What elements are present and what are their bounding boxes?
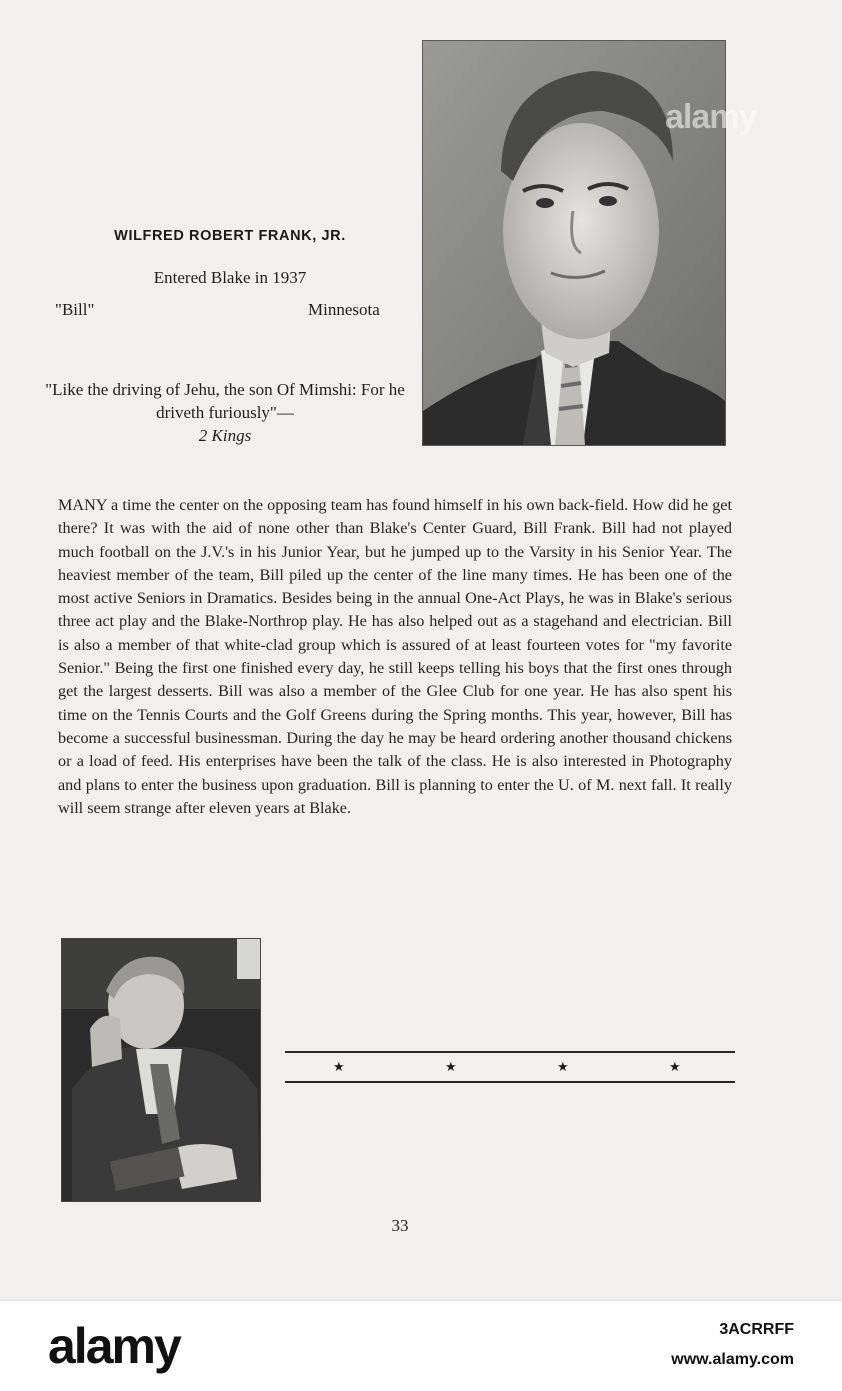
image-id: 3ACRRFF [719,1321,794,1338]
stock-watermark: alamy [665,98,757,136]
nickname: "Bill" [55,300,95,319]
divider-line-bottom [285,1081,735,1083]
divider-line-top [285,1051,735,1053]
divider-star: ★ [557,1059,569,1074]
student-name: WILFRED ROBERT FRANK, JR. [114,228,346,244]
biography-paragraph: MANY a time the center on the opposing team has found himself in his own back-field. How did he get there? It was with the aid of none other than Blake's Center Guard, Bill Frank. Bill had not played much football on the J.V.'s in his Junior Year, but he jumped up to the Varsity in his Senior Year. The heaviest member of the team, Bill piled up the center of the line many times. He has been one of the most active Seniors in Dramatics. Besides being in the annual One-Act Plays, he was in Blake's serious three act play and the Blake-Northrop play. He has also helped out as a stagehand and electrician. Bill is also a member of that white-clad group which is assured of at least fourteen votes for "my favorite Senior." Being the first one finished every day, he still keeps telling his boys that the first ones through get the largest desserts. Bill was also a member of the Glee Club for one year. He has also spent his time on the Tennis Courts and the Golf Greens during the Spring months. This year, however, Bill has become a successful businessman. During the day he may be heard ordering another thousand chickens or a load of feed. His enterprises have been the talk of the class. He is also interested in Photography and plans to enter the business upon graduation. Bill is planning to enter the U. of M. next fall. It really will seem strange after eleven years at Blake. [58,496,732,817]
divider-star: ★ [669,1059,681,1074]
home-state: Minnesota [308,300,380,319]
alamy-logo: alamy [48,1318,180,1374]
entry-year: Entered Blake in 1937 [153,268,307,287]
divider-star: ★ [333,1059,345,1074]
divider-star: ★ [445,1059,457,1074]
page-number: 33 [391,1216,409,1235]
site-url: www.alamy.com [671,1351,794,1368]
senior-quote [40,378,410,447]
star-divider [285,1048,735,1088]
candid-photo [61,938,261,1202]
candid-illustration [62,939,260,1201]
stock-footer-bar [0,1300,842,1391]
quote-source: 2 Kings [198,426,252,445]
quote-text: "Like the driving of Jehu, the son Of Mimshi: For he driveth furiously"— [45,380,405,422]
